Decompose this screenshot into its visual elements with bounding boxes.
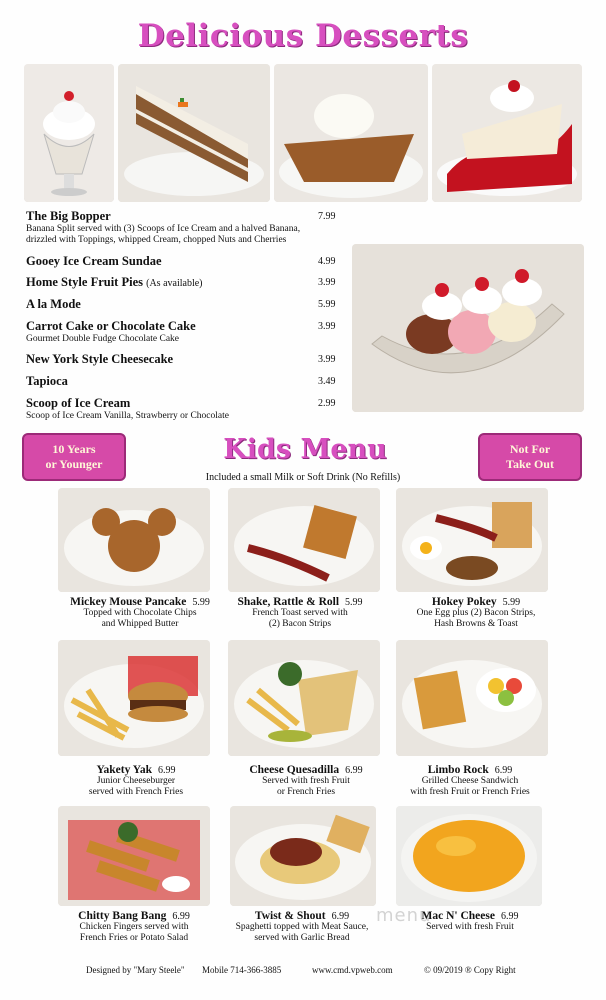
kids-item-desc: (2) Bacon Strips — [268, 619, 332, 629]
kids-item-desc: French Toast served with — [252, 608, 348, 618]
kids-item-name: Mac N' Cheese — [421, 910, 495, 922]
dessert-price: 3.99 — [318, 321, 336, 332]
dessert-price: 5.99 — [318, 299, 336, 310]
spaghetti-photo — [230, 806, 376, 906]
dessert-name: Carrot Cake or Chocolate Cake — [26, 319, 196, 333]
dessert-price: 3.49 — [318, 376, 336, 387]
kids-item — [44, 910, 224, 944]
kids-item-name: Shake, Rattle & Roll — [237, 596, 340, 608]
dessert-name: Tapioca — [26, 374, 68, 388]
dessert-name: Gooey Ice Cream Sundae — [26, 254, 162, 268]
kids-item — [210, 596, 390, 630]
kids-item-desc: Topped with Chocolate Chips — [83, 608, 197, 618]
dessert-desc: Banana Split served with (3) Scoops of Ice Cream and a halved Banana, — [26, 224, 301, 234]
dessert-price: 4.99 — [318, 256, 336, 267]
grilled-cheese-photo — [396, 640, 548, 756]
dessert-note: (As available) — [146, 278, 203, 289]
kids-item-price: 5.99 — [192, 597, 210, 608]
cheesecake-photo — [432, 64, 582, 202]
takeout-badge-line: Take Out — [506, 457, 554, 471]
footer-mobile: Mobile 714-366-3885 — [202, 965, 282, 975]
kids-item-price: 6.99 — [494, 765, 513, 776]
dessert-name: The Big Bopper — [26, 209, 111, 223]
kids-item-price: 6.99 — [345, 765, 363, 776]
dessert-item — [26, 209, 346, 246]
kids-item-name: Twist & Shout — [254, 910, 326, 922]
kids-item-name: Chitty Bang Bang — [78, 910, 167, 922]
kids-item-desc: served with Garlic Bread — [254, 933, 350, 943]
kids-item-desc: Junior Cheeseburger — [96, 776, 176, 786]
dessert-name: A la Mode — [26, 297, 81, 311]
dessert-name: Scoop of Ice Cream — [26, 396, 131, 410]
dessert-name: New York Style Cheesecake — [26, 352, 174, 366]
kids-item — [50, 596, 230, 630]
pie-a-la-mode-photo — [274, 64, 428, 202]
banana-split-photo — [352, 244, 584, 412]
dessert-item — [26, 352, 346, 367]
kids-item-name: Yakety Yak — [96, 764, 152, 776]
dessert-price: 7.99 — [318, 211, 336, 222]
dessert-price: 2.99 — [318, 398, 336, 409]
kids-item-desc: French Fries or Potato Salad — [79, 933, 189, 943]
cheeseburger-photo — [58, 640, 210, 756]
dessert-item — [26, 254, 346, 269]
kids-item — [216, 764, 396, 798]
footer-designer: Designed by "Mary Steele" — [86, 965, 185, 975]
kids-item-price: 5.99 — [345, 597, 363, 608]
kids-item-desc: Grilled Cheese Sandwich — [421, 776, 519, 786]
kids-item-desc: with fresh Fruit or French Fries — [410, 787, 530, 797]
mac-cheese-photo — [396, 806, 542, 906]
dessert-item — [26, 396, 346, 422]
kids-item-desc: or French Fries — [276, 787, 336, 797]
kids-item — [212, 910, 392, 944]
carrot-cake-photo — [118, 64, 270, 202]
dessert-desc: Gourmet Double Fudge Chocolate Cake — [26, 334, 180, 344]
kids-item — [46, 764, 226, 798]
kids-item-desc: Served with fresh Fruit — [262, 776, 350, 786]
kids-item-price: 6.99 — [500, 911, 519, 922]
kids-item-price: 6.99 — [157, 765, 176, 776]
dessert-desc: drizzled with Toppings, whipped Cream, chopped Nuts and Cherries — [26, 235, 287, 245]
kids-item-price: 6.99 — [331, 911, 350, 922]
kids-item-desc: Spaghetti topped with Meat Sauce, — [235, 922, 369, 932]
quesadilla-photo — [228, 640, 380, 756]
kids-item-desc: Served with fresh Fruit — [426, 922, 514, 932]
kids-subtitle: Included a small Milk or Soft Drink (No Refills) — [205, 472, 401, 483]
dessert-item — [26, 319, 346, 345]
age-badge-line: or Younger — [45, 457, 103, 471]
kids-item-name: Mickey Mouse Pancake — [70, 596, 187, 608]
kids-item-name: Limbo Rock — [427, 764, 489, 776]
dessert-price: 3.99 — [318, 277, 336, 288]
desserts-title: Delicious Desserts — [137, 18, 469, 54]
dessert-item — [26, 275, 346, 290]
kids-item — [380, 910, 560, 933]
kids-title: Kids Menu — [223, 434, 387, 465]
kids-item-desc: served with French Fries — [88, 787, 184, 797]
footer-website[interactable]: www.cmd.vpweb.com — [312, 965, 393, 975]
chicken-fingers-photo — [58, 806, 210, 906]
kids-item-desc: Chicken Fingers served with — [79, 922, 189, 932]
kids-item — [380, 764, 560, 798]
takeout-badge-line: Not For — [509, 442, 551, 456]
kids-item-name: Hokey Pokey — [431, 596, 497, 608]
kids-item-desc: One Egg plus (2) Bacon Strips, — [416, 608, 536, 618]
dessert-item — [26, 374, 346, 389]
footer-copyright: © 09/2019 ® Copy Right — [424, 965, 516, 975]
dessert-item — [26, 297, 346, 312]
dessert-desc: Scoop of Ice Cream Vanilla, Strawberry or Chocolate — [26, 411, 229, 421]
watermark: menu — [376, 905, 432, 926]
kids-item-desc: and Whipped Butter — [101, 619, 179, 629]
age-badge-line: 10 Years — [52, 442, 96, 456]
hokey-pokey-photo — [396, 488, 548, 592]
french-toast-photo — [228, 488, 380, 592]
sundae-photo — [24, 64, 114, 202]
kids-item-price: 6.99 — [172, 911, 190, 922]
mickey-pancake-photo — [58, 488, 210, 592]
kids-item-name: Cheese Quesadilla — [249, 764, 340, 776]
kids-item — [386, 596, 566, 630]
dessert-name: Home Style Fruit Pies — [26, 275, 143, 289]
kids-item-price: 5.99 — [502, 597, 521, 608]
dessert-price: 3.99 — [318, 354, 336, 365]
kids-item-desc: Hash Browns & Toast — [434, 619, 518, 629]
